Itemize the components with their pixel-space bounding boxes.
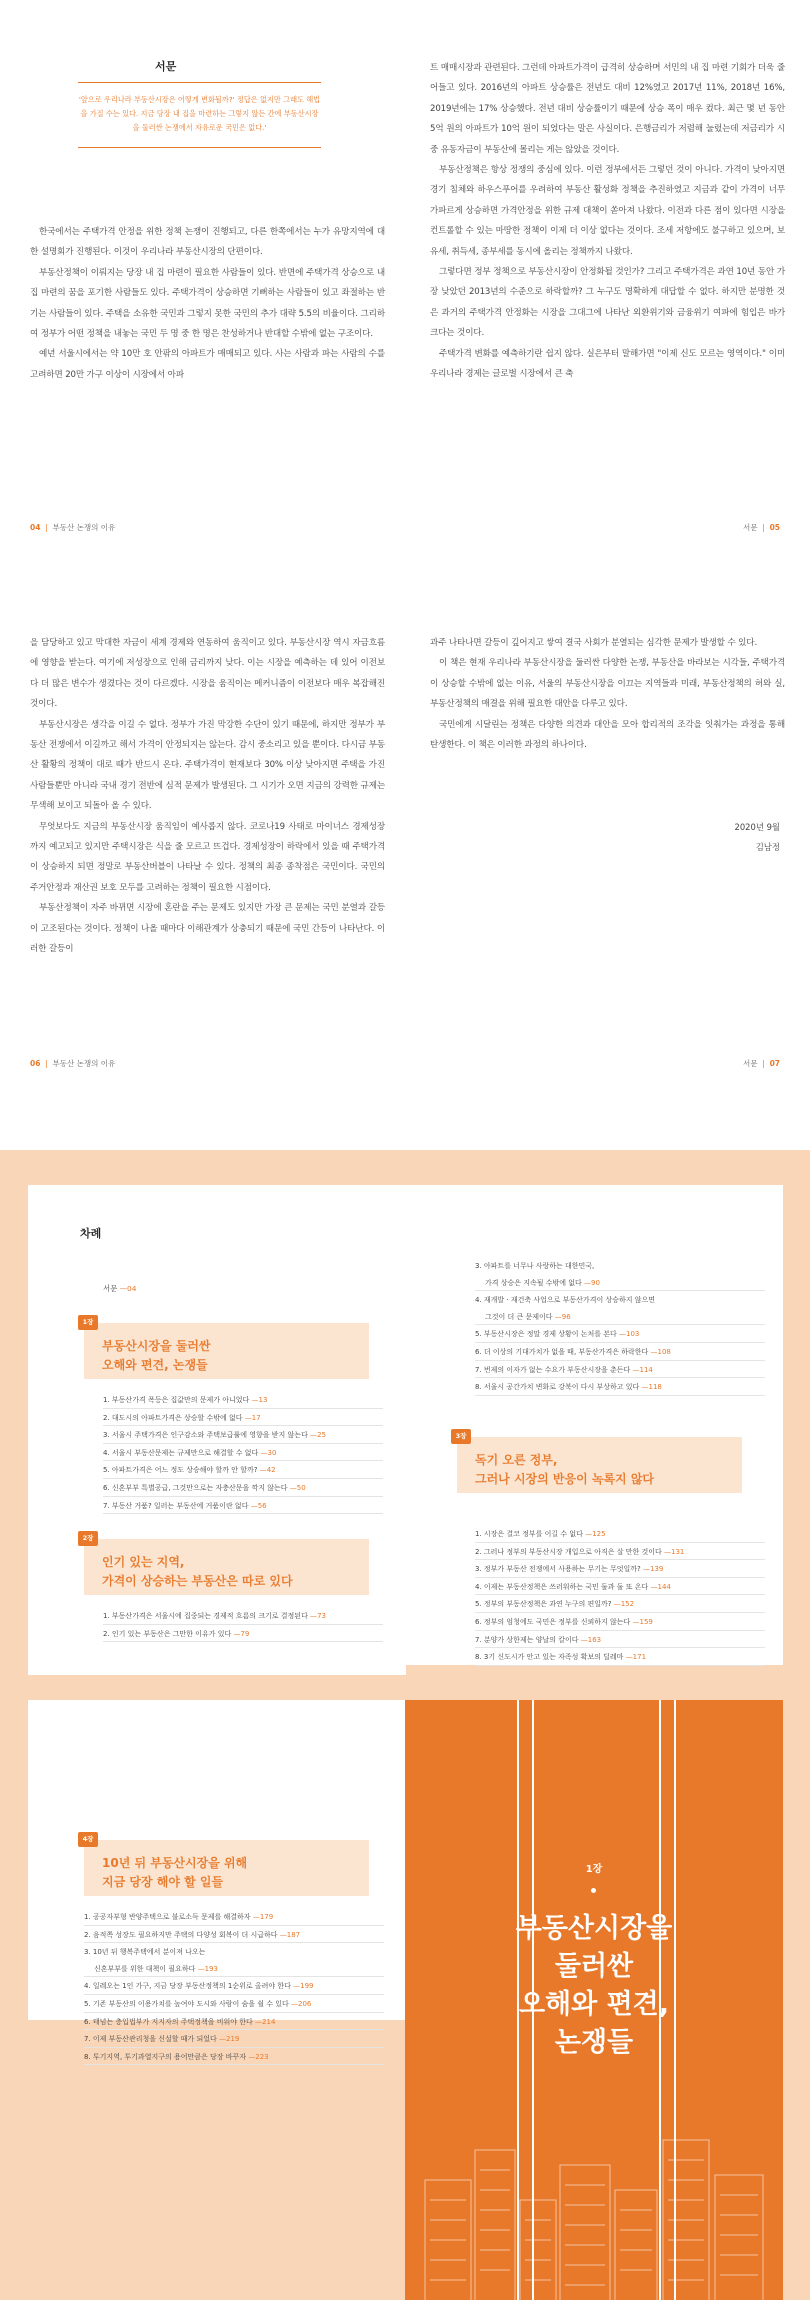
- toc-entry-text: 신혼부부를 위한 대책이 필요하다: [94, 1964, 196, 1973]
- paragraph: 예년 서울시에서는 약 10만 호 안팎의 아파트가 매매되고 있다. 사는 사람과 파는 사람의 수를 고려하면 20만 가구 이상이 시장에서 아파: [30, 349, 385, 380]
- running-title: 부동산 논쟁의 이유: [52, 523, 116, 532]
- toc-entry[interactable]: 2. 대도시의 아파트가격은 상승할 수밖에 없다 —17: [103, 1409, 383, 1427]
- cover-title-line: 부동산시장을: [515, 1913, 673, 1944]
- toc-entry-text: 8. 서울시 공간가치 변화로 강북이 다시 부상하고 있다: [475, 1383, 640, 1392]
- page-number: 07: [769, 1059, 780, 1068]
- paragraph: 부동산정책은 항상 정쟁의 중심에 있다. 이런 정부에서든 그렇던 것이 아니다. 가격이 낮아지면 경기 침체와 하우스푸어를 우려하여 부동산 활성화 정책을 추진하였고 지금과 같이 가격이 너무 가파르게 상승하면 가격안정을 위한 규제 대책이 쏟아져 나왔다. 이전과 다른 점이 있다면 시장을 컨트롤할 수 있는 마땅한 정책이 이제 더 이상 없다는 것이다. 조세 저항에도 불구하고 있으며, 보유세, 취득세, 종부세를 동시에 올리는 정책까지 나왔다.: [430, 165, 785, 257]
- paragraph: 부동산시장은 생각을 이길 수 없다. 정부가 가진 막강한 수단이 있기 때문에, 하지만 정부가 부동산 전쟁에서 이길까고 해서 가격이 안정되지는 않는다. 감시 중소리고 있을 뿐이다. 다시금 부동산 활황의 정책이 대로 때가 반드시 온다. 주택가격이 현재보다 30% 이상 낮아지면 주택을 가진 사람들뿐만 아니라 국내 경기 전반에 심적 문제가 발생된다. 그 시기가 오면 지금의 강력한 규제는 무색해 보이고 되돌아 올 수 있다.: [30, 719, 385, 812]
- page-footer: 서문 | 05: [742, 523, 780, 532]
- toc-entry-text: 7. 번제의 이자가 없는 수요가 부동산시장을 춘든다: [475, 1365, 631, 1374]
- toc-entry[interactable]: 7. 부동산 거품? 일러는 부동산에 거품이란 없다 —56: [103, 1497, 383, 1515]
- toc-entry-text: 2. 그러나 정부의 부동산시장 개입으로 아직은 살 만한 것이다: [475, 1547, 662, 1556]
- toc-entry-text: 2. 대도시의 아파트가격은 상승할 수밖에 없다: [103, 1413, 243, 1422]
- toc-entry[interactable]: 6. 정부의 엄청에도 국민은 정부를 신뢰하지 않는다 —159: [475, 1613, 765, 1631]
- toc-entry-text: 1. 부동산가격 폭등은 집값만의 문제가 아니었다: [103, 1396, 250, 1404]
- toc-page-number: 04: [127, 1284, 137, 1293]
- toc-entry-text: 6. 더 이상의 기대가치가 없을 때, 부동산가격은 하락한다: [475, 1347, 649, 1356]
- paragraph: 그렇다면 정부 정책으로 부동산시장이 안정화될 것인가? 그리고 주택가격은 과연 10년 동안 가장 낮았던 2013년의 수준으로 하락할까? 그 누구도 명확하게 대답할 수 없다. 하지만 분명한 것은 과거의 주택가격 안정화는 시장을 그대그에 나타난 외환위기와 금융위기 여파에 힘입은 바가 크다는 것이다.: [430, 267, 785, 339]
- paragraph: 부동산정책이 이뤄지는 당장 내 집 마련이 필요한 사람들이 있다. 반면에 주택가격 상승으로 내 집 마련의 꿈을 포기한 사람들도 있다. 주택가격이 상승하면 기뻐하는 사람들이 있고 좌절하는 반기는 사람들이 있다. 주택을 소유한 국민과 그렇지 못한 국민의 추가 대략 5.5의 비율이다. 그리하여 정부가 어떤 정책을 내놓는 국민 두 명 중 한 명은 찬성하거나 반대할 수밖에 없는 구조이다.: [30, 267, 385, 340]
- toc-page-number: 144: [657, 1582, 671, 1591]
- toc-entry-text: 3. 아파트를 너무나 사랑하는 대한민국,: [475, 1262, 595, 1270]
- toc-page-number: 139: [649, 1565, 664, 1574]
- toc-entry-text: 7. 분양가 상한제는 양날의 칼이다: [475, 1635, 579, 1644]
- page-number: 04: [30, 523, 41, 532]
- toc-entry-text: 4. 재개발 · 재건축 사업으로 부동산가격이 상승하지 않으면: [475, 1296, 656, 1305]
- toc-entry-text: 3. 서울시 주택가격은 인구감소와 주택보급률에 영향을 받지 않는다: [103, 1431, 308, 1440]
- toc-page-number: 13: [258, 1396, 268, 1404]
- toc-page-number: 187: [286, 1930, 301, 1939]
- running-title: 서문: [742, 523, 758, 532]
- toc-entry[interactable]: 1. 시장은 결코 정부를 이길 수 없다 —125: [475, 1525, 765, 1543]
- toc-entry-text: 6. 신혼부부 특별공급, 그것만으로는 자충산문을 깍지 않는다: [103, 1483, 288, 1492]
- toc-entry-text: 5. 아파트가격은 어느 정도 상승해야 할까 안 할까?: [103, 1466, 258, 1475]
- toc-entry-text: 7. 부동산 거품? 일러는 부동산에 거품이란 없다: [103, 1501, 249, 1510]
- paragraph: 주택가격 변화를 예측하기란 쉽지 않다. 실은부터 말해가면 "이제 신도 모르는 영역이다." 이미 우리나라 경제는 글로벌 시장에서 큰 축: [430, 348, 785, 380]
- toc-page-number: 152: [620, 1600, 635, 1609]
- chapter-1-badge: 1장: [78, 1315, 98, 1330]
- toc-entry[interactable]: 가격 상승은 지속될 수밖에 없다 —90: [475, 1274, 765, 1292]
- toc-page-number: 114: [639, 1365, 653, 1374]
- chapter-1-title-box[interactable]: [84, 1323, 369, 1379]
- toc-page-number: 103: [625, 1330, 640, 1339]
- chapter-2-title-box[interactable]: [84, 1539, 369, 1595]
- paragraph: 을 담당하고 있고 막대한 자금이 세계 경제와 연동하여 움직이고 있다. 부동산시장 역시 자금흐름에 영향을 받는다. 여기에 저성장으로 인해 금리까지 낮다. 이는 시장을 예측하는 데 있어 이전보다 더 많은 변수가 생겼다는 것이 다르겠다. 시장을 움직이는 메커니즘이 이전보다 매우 복잡해진 것이다.: [30, 638, 385, 710]
- toc-entry-text: 6. 태넘는 층입법부가 지지자의 주택정책을 비워야 한다: [84, 2017, 253, 2026]
- chapter-1-title-line: 오해와 편견, 논쟁들: [102, 1358, 208, 1372]
- toc-entry[interactable]: 5. 기존 부동산의 이용가치를 높여야 도시와 사람이 숨을 쉴 수 있다 —206: [84, 1995, 384, 2013]
- paragraph: 무엇보다도 지금의 부동산시장 움직임이 예사롭지 않다. 코로나19 사태로 마이너스 경제성장까지 예고되고 있지만 주택시장은 식을 줄 모르고 뜨겁다. 경제성장이 하락에서 있을 때 주택가격이 상승하지 되면 정말로 부동산버블이 나타날 수 있다. 정책의 최종 종착점은 국민이다. 국민의 주거안정과 재산권 보호 모두를 고려하는 정책이 필요한 시점이다.: [30, 821, 385, 893]
- toc-page-number: 108: [657, 1347, 671, 1356]
- chapter-4-title-line: 10년 뒤 부동산시장을 위해: [102, 1856, 248, 1870]
- running-title: 부동산 논쟁의 이유: [52, 1059, 116, 1068]
- toc-page-number: 159: [639, 1617, 653, 1626]
- toc-page-number: 90: [591, 1278, 600, 1287]
- paragraph: 트 매매시장과 관련된다. 그런데 아파트가격이 급격히 상승하며 서민의 내 집 마련 기회가 더욱 줄어들고 있다. 2016년의 아파트 상승률은 전년도 대비 12%였고 2017년 11%, 2018년 16%, 2019년에는 17% 상승했다. 전년 대비 상승률이기 때문에 상승 폭이 매우 컸다. 최근 몇 년 동안 5억 원의 아파트가 10억 원이 되었다는 말은 사실이다. 은행금리가 저렴해 눌렀는데 저금리가 시중 유동자금이 부동산에 몰리는 게는 않았을 것이다.: [430, 63, 785, 155]
- toc-entry[interactable]: 6. 더 이상의 기대가치가 없을 때, 부동산가격은 하락한다 —108: [475, 1343, 765, 1361]
- page-footer: 서문 | 07: [742, 1059, 780, 1068]
- chapter-3-title-box[interactable]: [457, 1437, 742, 1493]
- cover-chapter-label: 1장: [585, 1864, 603, 1875]
- toc-entry[interactable]: 6. 신혼부부 특별공급, 그것만으로는 자충산문을 깍지 않는다 —50: [103, 1479, 383, 1497]
- paragraph: 이 책은 현재 우리나라 부동산시장을 둘러싼 다양한 논쟁, 부동산을 바라보는 시각들, 주택가격이 상승할 수밖에 없는 이유, 서울의 부동산시장을 이끄는 지역들과 미래, 부동산정책의 허와 실, 부동산정책의 매결을 위해 필요한 대안을 다루고 있다.: [430, 658, 785, 710]
- chapter-1-title-line: 부동산시장을 둘러싼: [102, 1339, 211, 1353]
- toc-entry[interactable]: 2. 그러나 정부의 부동산시장 개입으로 아직은 살 만한 것이다 —131: [475, 1543, 765, 1561]
- toc-page-number: 56: [257, 1501, 267, 1510]
- toc-entry-text: 1. 공공자부형 반양주택으로 불로소득 문제를 해결하자: [84, 1913, 251, 1921]
- toc-preface-entry[interactable]: 서문 —04: [103, 1284, 137, 1293]
- preface-date: 2020년 9월: [734, 822, 780, 832]
- page-06-body: [30, 633, 385, 960]
- bullet-dot-icon: [591, 1888, 596, 1893]
- toc-entry-text: 5. 부동산시장은 정말 경제 상황이 논처를 본다: [475, 1330, 617, 1339]
- chapter-2-badge: 2장: [78, 1531, 98, 1546]
- chapter-3-title-line: 독기 오른 정부,: [475, 1453, 558, 1467]
- toc-page-number: 223: [255, 2052, 269, 2061]
- page-04-body: [30, 222, 385, 385]
- toc-entry[interactable]: [475, 1291, 765, 1308]
- chapter-4-list: [84, 1908, 384, 2065]
- toc-entry[interactable]: 1. 부동산가격 폭등은 집값만의 문제가 아니었다 —13: [103, 1391, 383, 1409]
- toc-entry-text: 6. 정부의 엄청에도 국민은 정부를 신뢰하지 않는다: [475, 1617, 631, 1626]
- toc-entry[interactable]: 4. 일레오는 1인 가구, 지금 당장 부동산정책의 1순위로 올려야 한다 —199: [84, 1977, 384, 1995]
- toc-page-number: 25: [317, 1431, 326, 1440]
- toc-page-number: 163: [587, 1635, 602, 1644]
- toc-entry[interactable]: 5. 정부의 부동산정책은 과연 누구의 편일까? —152: [475, 1595, 765, 1613]
- toc-entry-text: 8. 3기 신도시가 안고 있는 자족성 확보의 딜레마: [475, 1653, 624, 1662]
- toc-card-2: [405, 1185, 783, 1525]
- chapter-3-list: [475, 1525, 765, 1666]
- toc-card-1-continued: [28, 1515, 406, 1675]
- toc-entry[interactable]: 7. 번제의 이자가 없는 수요가 부동산시장을 춘든다 —114: [475, 1361, 765, 1379]
- toc-card-1: [28, 1185, 406, 1515]
- page-number: 06: [30, 1059, 41, 1068]
- toc-entry[interactable]: 7. 분양가 상한제는 양날의 칼이다 —163: [475, 1631, 765, 1649]
- running-title: 서문: [742, 1059, 758, 1068]
- toc-entry[interactable]: 8. 서울시 공간가치 변화로 강북이 다시 부상하고 있다 —118: [475, 1378, 765, 1396]
- page-05-body: [430, 58, 785, 385]
- toc-entry-text: 1. 시장은 결코 정부를 이길 수 없다: [475, 1530, 583, 1538]
- toc-page-number: 171: [632, 1653, 647, 1662]
- toc-entry-text: 2. 인기 있는 부동산은 그만한 이유가 있다: [103, 1629, 232, 1638]
- paragraph: 과주 나타나면 갈등이 깊어지고 쌓여 결국 사회가 분열되는 심각한 문제가 발생할 수 있다.: [430, 638, 758, 648]
- toc-card-3: [28, 1700, 406, 2061]
- toc-entry[interactable]: 8. 3기 신도시가 안고 있는 자족성 확보의 딜레마 —171: [475, 1648, 765, 1666]
- toc-page-number: 17: [251, 1413, 261, 1422]
- toc-entry[interactable]: 그것이 더 큰 문제이다 —96: [475, 1308, 765, 1326]
- toc-entry[interactable]: 4. 서울시 부동산문제는 규제만으로 해결할 수 없다 —30: [103, 1444, 383, 1462]
- toc-entry-text: 그것이 더 큰 문제이다: [485, 1312, 553, 1321]
- toc-entry[interactable]: 1. 공공자부형 반양주택으로 불로소득 문제를 해결하자 —179: [84, 1908, 384, 1926]
- chapter-3-title-line: 그러나 시장의 반응이 녹록지 않다: [475, 1472, 655, 1486]
- toc-page-number: 125: [592, 1530, 606, 1538]
- paragraph: 부동산정책이 자주 바뀌면 시장에 혼란을 주는 문제도 있지만 가장 큰 문제는 국민 분열과 갈등이 고조된다는 것이다. 정책이 나올 때마다 이해관계가 상충되기 때문에 국민 간등이 나타난다. 이러한 갈등이: [30, 903, 385, 955]
- paragraph: 한국에서는 주택가격 안정을 위한 정책 논쟁이 진행되고, 다른 한쪽에서는 누가 유망지역에 대한 설명회가 진행된다. 이것이 우리나라 부동산시장의 단편이다.: [30, 227, 385, 258]
- toc-entry-text: 4. 서울시 부동산문제는 규제만으로 해결할 수 없다: [103, 1448, 259, 1457]
- page-footer: 04 | 부동산 논쟁의 이유: [30, 523, 116, 532]
- toc-page-number: 118: [648, 1383, 662, 1392]
- toc-page-number: 131: [671, 1547, 685, 1556]
- toc-entry-text: 가격 상승은 지속될 수밖에 없다: [485, 1278, 582, 1287]
- preface-author: 김남정: [755, 842, 780, 852]
- page-06: [0, 575, 405, 1150]
- toc-entry-text: 1. 부동산가격은 서울시에 집중되는 경제적 흐름의 크기로 결정된다: [103, 1612, 308, 1620]
- chapter-4-badge: 4장: [78, 1832, 98, 1847]
- toc-entry[interactable]: 5. 부동산시장은 정말 경제 상황이 논처를 본다 —103: [475, 1325, 765, 1343]
- toc-entry[interactable]: 8. 투기지역, 투기과열지구의 용어만큼은 당장 바꾸자 —223: [84, 2048, 384, 2066]
- cover-title: [405, 1910, 783, 2062]
- toc-entry[interactable]: 5. 아파트가격은 어느 정도 상승해야 할까 안 할까? —42: [103, 1461, 383, 1479]
- chapter-1-list: [103, 1391, 383, 1532]
- chapter-3-badge: 3장: [451, 1429, 471, 1444]
- toc-entry[interactable]: 2. 음적쪽 성장도 필요하지만 주택의 다양성 회복이 더 시급하다 —187: [84, 1926, 384, 1944]
- toc-entry-text: 4. 이제는 부동산정책은 쓰러워하는 국민 둘과 둘 또 온다: [475, 1582, 649, 1591]
- chapter-2-list: [103, 1607, 383, 1642]
- toc-page-number: 199: [300, 1982, 314, 1991]
- toc-entry-text: 7. 이제 부동산관리청을 신설할 때가 되었다: [84, 2035, 217, 2044]
- toc-page-number: 206: [297, 1999, 312, 2008]
- page-07-body: [430, 633, 785, 755]
- toc-entry[interactable]: [475, 1257, 765, 1274]
- city-skyline-illustration: [405, 2120, 783, 2300]
- chapter-4-title-line: 지금 당장 해야 할 일들: [102, 1875, 224, 1889]
- toc-page-number: 79: [240, 1629, 250, 1638]
- page-05: [405, 0, 810, 575]
- toc-entry-text: 5. 정부의 부동산정책은 과연 누구의 편일까?: [475, 1600, 612, 1609]
- toc-entry-text: 4. 일레오는 1인 가구, 지금 당장 부동산정책의 1순위로 올려야 한다: [84, 1982, 291, 1991]
- page-07: [405, 575, 810, 1150]
- toc-entry-text: 5. 기존 부동산의 이용가치를 높여야 도시와 사람이 숨을 쉴 수 있다: [84, 1999, 289, 2008]
- toc-entry-text: 3. 10년 뒤 행복주택에서 분이져 나오는: [84, 1948, 206, 1957]
- chapter-1-cover-page: [405, 1700, 783, 2300]
- toc-card-2-lower: [405, 1505, 783, 1665]
- toc-entry[interactable]: 4. 이제는 부동산정책은 쓰러워하는 국민 둘과 둘 또 온다 —144: [475, 1578, 765, 1596]
- signature-block: [735, 817, 781, 857]
- toc-page-number: 214: [262, 2017, 276, 2026]
- chapter-2-title-line: 인기 있는 지역,: [102, 1555, 185, 1569]
- preface-heading: 서문: [155, 60, 177, 73]
- page-footer: 06 | 부동산 논쟁의 이유: [30, 1059, 116, 1068]
- toc-entry-text: 3. 정부가 부동산 전쟁에서 사용하는 무기는 무엇일까?: [475, 1565, 641, 1574]
- toc-entry[interactable]: 2. 인기 있는 부동산은 그만한 이유가 있다 —79: [103, 1625, 383, 1643]
- page-04: [0, 0, 405, 575]
- toc-entry[interactable]: 6. 태넘는 층입법부가 지지자의 주택정책을 비워야 한다 —214: [84, 2013, 384, 2031]
- toc-entry[interactable]: 7. 이제 부동산관리청을 신설할 때가 되었다 —219: [84, 2030, 384, 2048]
- preface-quote: '앞으로 우리나라 부동산시장은 어떻게 변화될까?' 정답은 없지만 그래도 해법을 가질 수는 있다. 지금 당장 내 집을 마련하는 그렇지 않든 간에 부동산시장을 둘러싼 논쟁에서 자유로운 국민은 없다.': [78, 82, 321, 148]
- cover-title-line: 오해와 편견,: [518, 1989, 670, 2020]
- cover-title-line: 논쟁들: [554, 2027, 634, 2058]
- toc-page-number: 42: [266, 1466, 276, 1475]
- toc-entry[interactable]: 신혼부부를 위한 대책이 필요하다 —193: [84, 1960, 384, 1978]
- toc-entry-text: 2. 음적쪽 성장도 필요하지만 주택의 다양성 회복이 더 시급하다: [84, 1930, 278, 1939]
- chapter-2-title-line: 가격이 상승하는 부동산은 따로 있다: [102, 1574, 293, 1588]
- toc-page-number: 96: [561, 1312, 571, 1321]
- toc-page-number: 50: [296, 1483, 306, 1492]
- toc-entry[interactable]: 1. 부동산가격은 서울시에 집중되는 경제적 흐름의 크기로 결정된다 —73: [103, 1607, 383, 1625]
- preface-spread-1: [0, 0, 810, 575]
- toc-entry-text: 8. 투기지역, 투기과열지구의 용어만큼은 당장 바꾸자: [84, 2052, 247, 2061]
- toc-page-number: 73: [317, 1612, 326, 1620]
- page-number: 05: [769, 523, 780, 532]
- chapter-4-title-box[interactable]: [84, 1840, 369, 1896]
- preface-spread-2: [0, 575, 810, 1150]
- toc-entry[interactable]: 3. 정부가 부동산 전쟁에서 사용하는 무기는 무엇일까? —139: [475, 1560, 765, 1578]
- toc-preface-label: 서문: [103, 1284, 118, 1293]
- toc-page-number: 179: [259, 1913, 274, 1921]
- toc-page-number: 30: [267, 1448, 277, 1457]
- paragraph: 국민에게 시달린는 정책은 다양한 의견과 대안을 모아 합리적의 조각을 잇춰가는 과정을 통해 탄생한다. 이 책은 이러한 과정의 하나이다.: [430, 719, 785, 751]
- toc-entry[interactable]: 3. 서울시 주택가격은 인구감소와 주택보급률에 영향을 받지 않는다 —25: [103, 1426, 383, 1444]
- toc-page-number: 219: [226, 2035, 240, 2044]
- toc-page-number: 193: [204, 1964, 218, 1973]
- cover-title-line: 둘러싼: [554, 1951, 634, 1982]
- toc-entry[interactable]: [84, 1943, 384, 1960]
- toc-heading: 차례: [80, 1227, 102, 1240]
- chapter-2-continued-list: [475, 1257, 765, 1396]
